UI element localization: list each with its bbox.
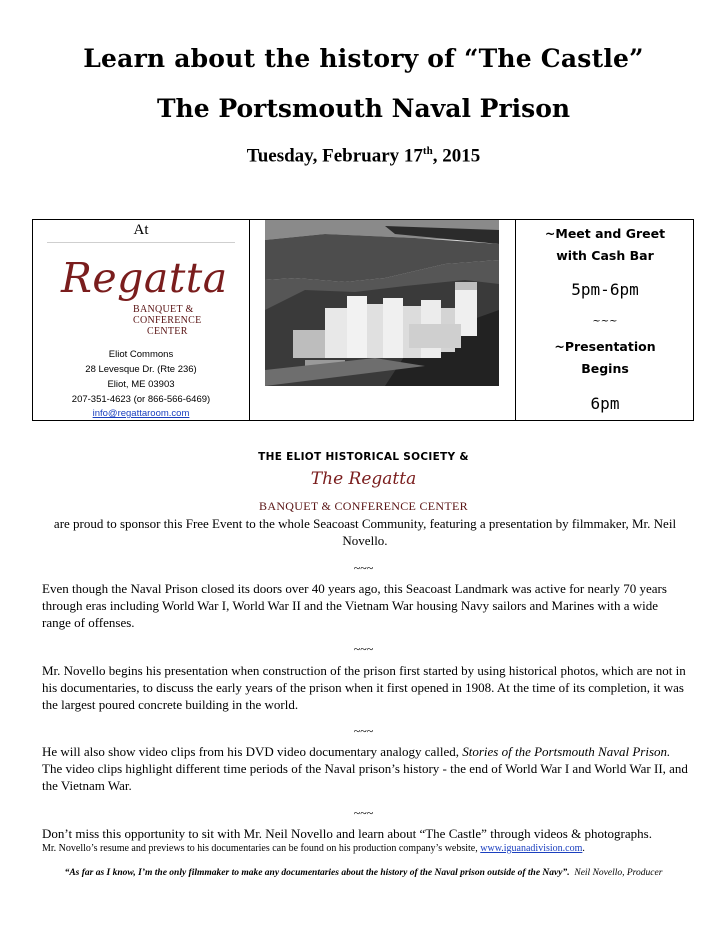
meet-greet-line1: ~Meet and Greet (544, 226, 666, 241)
documentary-title: Stories of the Portsmouth Naval Prison. (462, 744, 671, 759)
sponsor-banquet-label: BANQUET & CONFERENCE CENTER (259, 499, 468, 513)
quote-text: “As far as I know, I’m the only filmmaker to make any documentaries about the history of the Naval prison outside of the Navy”. (64, 868, 570, 878)
presentation-line2: Begins (581, 361, 629, 376)
event-info-table (32, 219, 694, 421)
prison-photo-illustration (265, 220, 499, 386)
logo-sub-line: CONFERENCE (133, 315, 202, 326)
section-separator: ~~~ (353, 724, 374, 738)
section-separator: ~~~ (353, 806, 374, 820)
meet-greet-time: 5pm-6pm (571, 280, 639, 299)
event-date-year: , 2015 (432, 145, 481, 167)
website-note-text: Mr. Novello’s resume and previews to his documentaries can be found on his production company’s website, (42, 843, 481, 854)
venue-email-row (33, 406, 249, 421)
paragraph-invitation: Don’t miss this opportunity to sit with Mr. Neil Novello and learn about “The Castle” through videos & photographs. (42, 826, 652, 841)
at-label: At (133, 222, 149, 238)
section-separator: ~~~ (353, 561, 374, 575)
regatta-logo: Regatta (61, 254, 228, 302)
event-date-ordinal: th (422, 145, 433, 157)
sponsor-statement: are proud to sponsor this Free Event to the whole Seacoast Community, featuring a presentation by filmmaker, Mr. Neil Novello. (53, 516, 677, 548)
producer-quote (0, 868, 727, 878)
venue-phone: 207-351-4623 (or 866-566-6469) (71, 394, 211, 405)
website-note (42, 843, 688, 854)
sponsor-regatta-logo: The Regatta (310, 469, 417, 489)
sponsor-organization: THE ELIOT HISTORICAL SOCIETY & (258, 451, 469, 463)
quote-author: Neil Novello, Producer (574, 868, 663, 878)
schedule-separator: ~~~ (592, 316, 618, 327)
schedule-cell (515, 220, 694, 420)
venue-cell (33, 220, 250, 420)
event-date (0, 145, 727, 167)
para3-rest: The video clips highlight different time periods of the Naval prison’s history - the end of World War I and World War II, and the Vietnam War. (42, 761, 688, 793)
venue-city: Eliot, ME 03903 (107, 379, 175, 390)
event-date-main: Tuesday, February 17 (246, 145, 423, 167)
paragraph-history: Even though the Naval Prison closed its doors over 40 years ago, this Seacoast Landmark was active for nearly 70 years through eras including World War I, World War II and the Vietnam War housing Navy sailors and Marines with a wide range of offenses. (42, 581, 667, 630)
venue-street: 28 Levesque Dr. (Rte 236) (85, 364, 197, 375)
regatta-logo-subtitle (133, 304, 243, 337)
page-title: Learn about the history of “The Castle” (83, 44, 644, 73)
photo-cell (249, 220, 515, 420)
para3-lead: He will also show video clips from his DVD video documentary analogy called, (42, 744, 463, 759)
website-note-end: . (582, 843, 585, 854)
section-separator: ~~~ (353, 642, 374, 656)
venue-email-link[interactable]: info@regattaroom.com (92, 408, 190, 419)
meet-greet-line2: with Cash Bar (556, 248, 654, 263)
website-link[interactable]: www.iguanadivision.com (480, 843, 583, 854)
page-subtitle: The Portsmouth Naval Prison (156, 94, 571, 123)
venue-name: Eliot Commons (108, 349, 174, 360)
prison-aerial-photo (265, 220, 499, 386)
logo-sub-line: CENTER (147, 326, 188, 337)
logo-sub-line: BANQUET & (133, 304, 194, 315)
at-divider (47, 242, 235, 243)
paragraph-construction: Mr. Novello begins his presentation when construction of the prison first started by using historical photos, which are not in his documentaries, to discuss the early years of the prison when it first opened in 1908. At the time of its completion, it was the largest poured concrete building in the world. (42, 663, 686, 712)
paragraph-video-clips (42, 743, 688, 794)
presentation-time: 6pm (590, 394, 620, 413)
presentation-line1: ~Presentation (554, 339, 656, 354)
